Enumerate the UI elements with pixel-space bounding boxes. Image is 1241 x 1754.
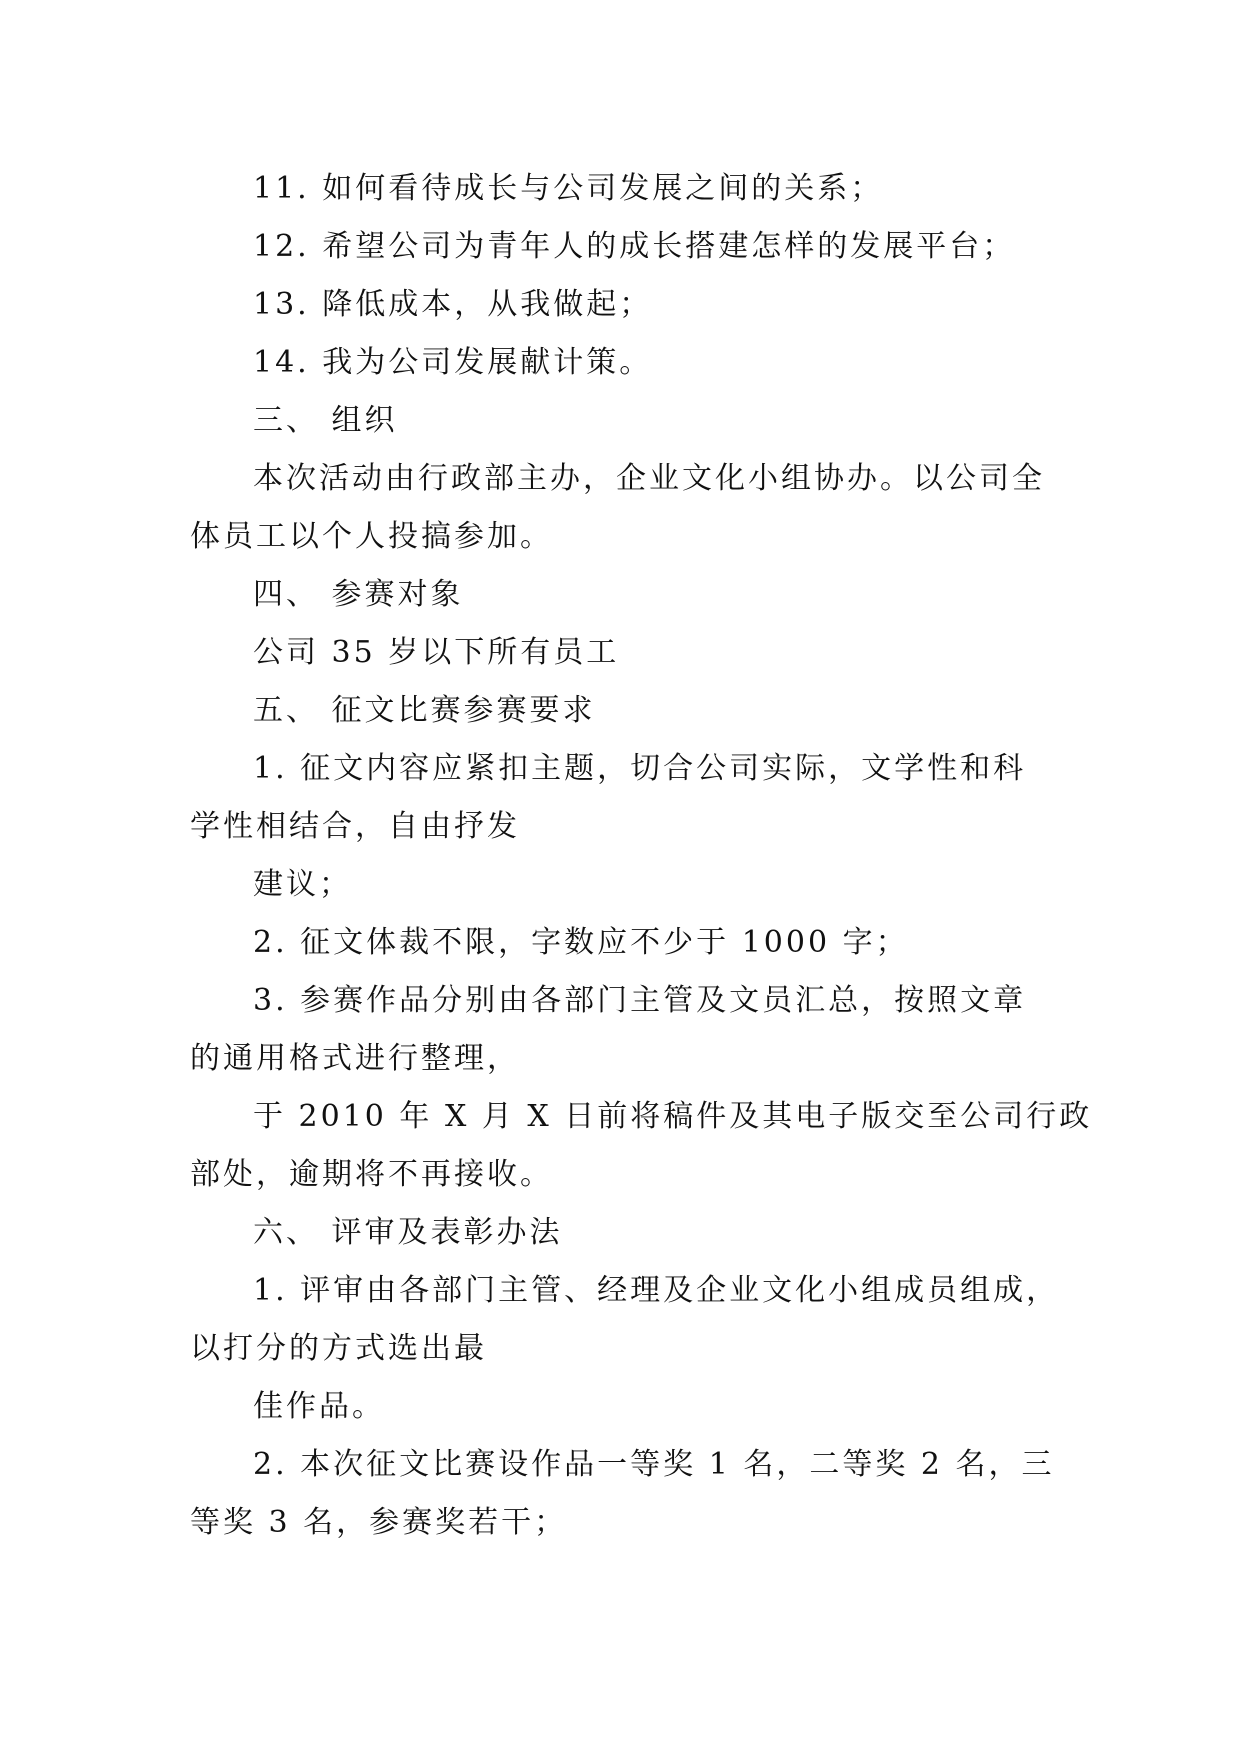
review-1-line-2: 以打分的方式选出最 bbox=[190, 1331, 487, 1366]
list-item-14: 14. 我为公司发展献计策。 bbox=[253, 345, 653, 380]
requirement-2: 2. 征文体裁不限，字数应不少于 1000 字； bbox=[253, 925, 909, 960]
section-heading-requirements: 五、 征文比赛参赛要求 bbox=[253, 693, 596, 728]
requirement-3-line-4: 部处，逾期将不再接收。 bbox=[190, 1157, 553, 1192]
requirement-1-line-3: 建议； bbox=[253, 867, 352, 902]
requirement-3-line-3: 于 2010 年 X 月 X 日前将稿件及其电子版交至公司行政 bbox=[253, 1099, 1093, 1134]
paragraph-organization-line-2: 体员工以个人投搞参加。 bbox=[190, 519, 553, 554]
list-item-11: 11. 如何看待成长与公司发展之间的关系； bbox=[253, 171, 884, 206]
requirement-1-line-2: 学性相结合，自由抒发 bbox=[190, 809, 520, 844]
section-heading-organization: 三、 组织 bbox=[253, 403, 398, 438]
paragraph-participants: 公司 35 岁以下所有员工 bbox=[253, 635, 620, 670]
requirement-3-line-1: 3. 参赛作品分别由各部门主管及文员汇总，按照文章 bbox=[253, 983, 1027, 1018]
requirement-1-line-1: 1. 征文内容应紧扣主题，切合公司实际，文学性和科 bbox=[253, 751, 1027, 786]
review-1-line-3: 佳作品。 bbox=[253, 1389, 385, 1424]
review-2-line-2: 等奖 3 名，参赛奖若干； bbox=[190, 1505, 568, 1540]
document-body bbox=[190, 160, 1093, 1552]
review-2-line-1: 2. 本次征文比赛设作品一等奖 1 名，二等奖 2 名，三 bbox=[253, 1447, 1055, 1482]
requirement-3-line-2: 的通用格式进行整理， bbox=[190, 1041, 520, 1076]
list-item-13: 13. 降低成本，从我做起； bbox=[253, 287, 653, 322]
section-heading-participants: 四、 参赛对象 bbox=[253, 577, 464, 612]
section-heading-review: 六、 评审及表彰办法 bbox=[253, 1215, 563, 1250]
list-item-12: 12. 希望公司为青年人的成长搭建怎样的发展平台； bbox=[253, 229, 1016, 264]
paragraph-organization-line-1: 本次活动由行政部主办，企业文化小组协办。以公司全 bbox=[253, 461, 1045, 496]
review-1-line-1: 1. 评审由各部门主管、经理及企业文化小组成员组成， bbox=[253, 1273, 1060, 1308]
